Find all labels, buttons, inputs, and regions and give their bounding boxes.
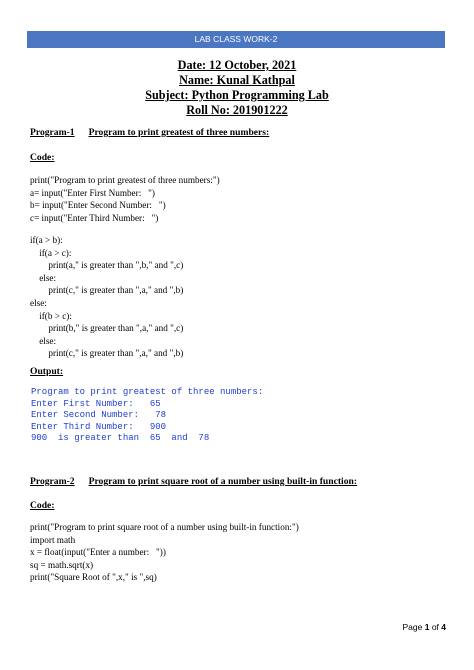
date-line: Date: 12 October, 2021 xyxy=(177,58,297,72)
code-line: print("Program to print square root of a number using built-in function:") xyxy=(30,522,299,532)
code-line: print("Square Root of ",x," is ",sq) xyxy=(30,572,157,583)
code-line: else: xyxy=(30,272,57,283)
code-line: print(c," is greater than ",a," and ",b) xyxy=(30,285,184,296)
program2-heading xyxy=(30,476,357,487)
code-line: Enter Third Number: 900 xyxy=(31,421,167,432)
code-line: print(a," is greater than ",b," and ",c) xyxy=(30,260,184,271)
program1-code-logic xyxy=(30,234,183,360)
name-line: Name: Kunal Kathpal xyxy=(179,73,295,87)
code-line: print(c," is greater than ",a," and ",b) xyxy=(30,348,184,359)
program2-code-heading: Code: xyxy=(30,500,55,511)
page-total: 4 xyxy=(441,622,446,632)
code-line: b= input("Enter Second Number: ") xyxy=(30,200,166,211)
code-line: Enter First Number: 65 xyxy=(31,398,161,409)
program2-label: Program-2 xyxy=(30,476,75,487)
code-line: if(a > b): xyxy=(30,235,63,245)
code-line: sq = math.sqrt(x) xyxy=(30,559,94,570)
program1-title: Program to print greatest of three numbers: xyxy=(88,127,270,138)
page-current: 1 xyxy=(424,622,430,632)
code-line: 900 is greater than 65 and 78 xyxy=(31,433,210,444)
program1-label: Program-1 xyxy=(30,127,75,138)
program1-heading xyxy=(30,127,269,138)
page-prefix: Page xyxy=(402,622,425,632)
title-block xyxy=(0,58,474,118)
page-number xyxy=(403,622,447,632)
program1-output-heading: Output: xyxy=(30,366,64,377)
code-line: a= input("Enter First Number: ") xyxy=(30,187,155,198)
code-line: if(a > c): xyxy=(30,247,72,258)
code-line: import math xyxy=(30,534,76,545)
code-line: Enter Second Number: 78 xyxy=(31,410,167,421)
code-line: else: xyxy=(30,297,47,308)
roll-line: Roll No: 201901222 xyxy=(186,103,288,117)
code-line: c= input("Enter Third Number: ") xyxy=(30,212,159,223)
program1-code-heading: Code: xyxy=(30,152,55,163)
code-line: x = float(input("Enter a number: ")) xyxy=(30,547,166,558)
page-sep: of xyxy=(429,622,442,632)
code-line: Program to print greatest of three numbers: xyxy=(31,387,264,397)
code-line: print(b," is greater than ",a," and ",c) xyxy=(30,323,184,334)
code-line: if(b > c): xyxy=(30,310,72,321)
program1-code-setup xyxy=(30,174,220,224)
code-line: else: xyxy=(30,335,57,346)
header-banner: LAB CLASS WORK-2 xyxy=(27,31,445,48)
program1-output xyxy=(31,387,263,445)
subject-line: Subject: Python Programming Lab xyxy=(145,88,329,102)
code-line: print("Program to print greatest of three numbers:") xyxy=(30,175,220,185)
program2-code xyxy=(30,521,299,584)
program2-title: Program to print square root of a number using built-in function: xyxy=(88,476,358,487)
